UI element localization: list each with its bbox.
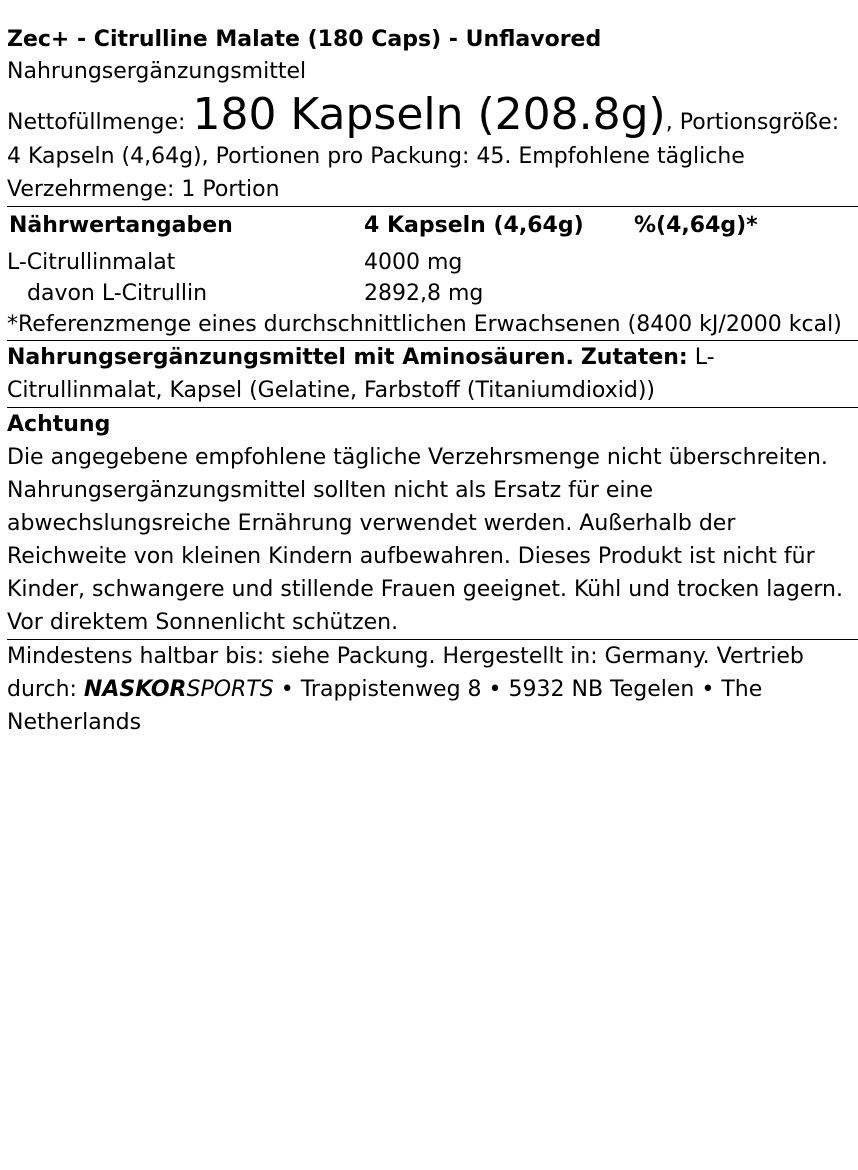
brand-name-italic: SPORTS xyxy=(186,677,274,702)
nutrition-header-row xyxy=(7,207,858,241)
net-quantity-block xyxy=(7,90,851,206)
recommended-intake: Empfohlene tägliche Verzehrmenge: 1 Portion xyxy=(7,144,745,202)
table-row xyxy=(7,241,858,278)
nutrient-amount: 4000 mg xyxy=(364,250,463,275)
nutrient-percent xyxy=(634,241,858,278)
nutrient-percent xyxy=(634,278,858,309)
table-row xyxy=(7,278,858,309)
product-title: Zec+ - Citrulline Malate (180 Caps) - Unflavored xyxy=(7,27,602,52)
brand-name-bold: NASKOR xyxy=(83,677,187,702)
net-quantity-value: 180 Kapseln (208.8g) xyxy=(192,89,666,140)
distributor-address: • Trappistenweg 8 • 5932 NB Tegelen • The Netherlands xyxy=(7,677,763,735)
servings-per-pack-value: 45. xyxy=(476,144,512,169)
nutrient-name: L-Citrullinmalat xyxy=(7,250,176,275)
nutrition-header-amount: 4 Kapseln (4,64g) xyxy=(364,213,584,238)
nutrition-table xyxy=(7,207,858,309)
ingredients-label: Zutaten: xyxy=(580,345,688,370)
product-category: Nahrungsergänzungsmittel xyxy=(7,59,307,84)
nutrient-amount: 2892,8 mg xyxy=(364,281,484,306)
nutrient-name: davon L-Citrullin xyxy=(27,281,208,306)
footer-text: Mindestens haltbar bis: siehe Packung. Hergestellt in: Germany. Vertrieb durch: xyxy=(7,644,804,702)
brand-name xyxy=(84,677,274,702)
nutrition-header-name: Nährwertangaben xyxy=(9,213,233,238)
ingredients-text: L-Citrullinmalat, Kapsel (Gelatine, Farbstoff (Titaniumdioxid)) xyxy=(7,345,715,403)
reference-footnote: *Referenzmenge eines durchschnittlichen Erwachsenen (8400 kJ/2000 kcal) xyxy=(7,312,842,337)
servings-per-pack-label: Portionen pro Packung: xyxy=(215,144,470,169)
net-quantity-label: Nettofüllmenge: xyxy=(7,110,186,135)
footer-info xyxy=(7,640,851,739)
supplement-type: Nahrungsergänzungsmittel mit Aminosäuren. xyxy=(7,345,574,370)
ingredients-block xyxy=(7,341,851,407)
nutrition-header-percent: %(4,64g)* xyxy=(634,213,758,238)
serving-size-label: Portionsgröße: xyxy=(679,110,840,135)
serving-size-value: 4 Kapseln (4,64g), xyxy=(7,144,209,169)
net-quantity-separator: , xyxy=(665,110,673,135)
warning-text: Die angegebene empfohlene tägliche Verzehrsmenge nicht überschreiten. Nahrungsergänzungsmittel sollten nicht als Ersatz für eine abwechslungsreiche Ernährung verwendet werden. Außerhalb der Reichweite von kleinen Kindern aufbewahren. Dieses Produkt ist nicht für Kinder, schwangere und stillende Frauen geeignet. Kühl und trocken lagern. Vor direktem Sonnenlicht schützen. xyxy=(7,445,843,635)
warning-heading: Achtung xyxy=(7,412,111,437)
